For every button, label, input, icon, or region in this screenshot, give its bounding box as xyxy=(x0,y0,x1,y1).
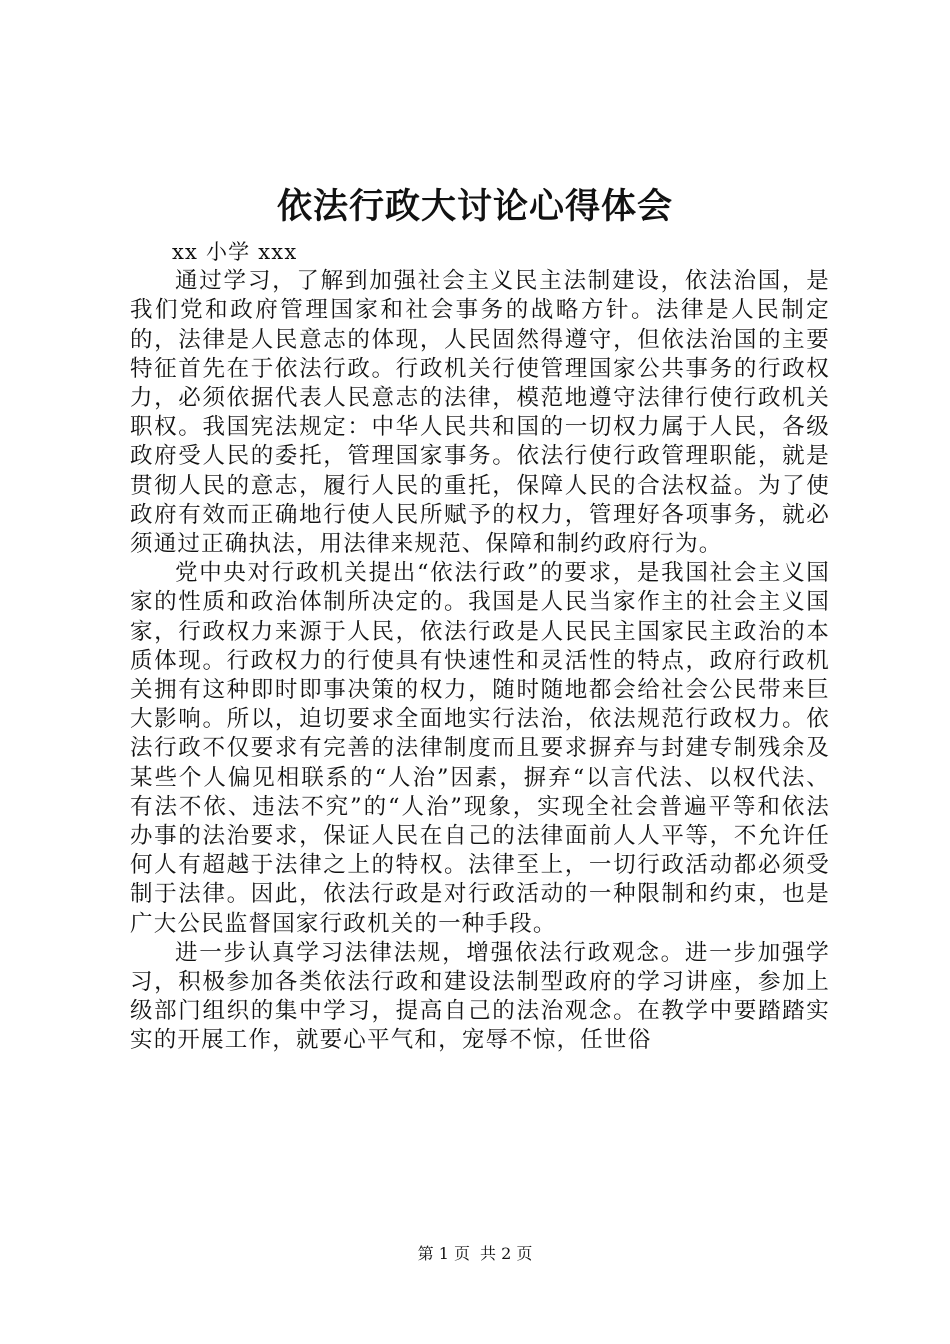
paragraph-2: 党中央对行政机关提出“依法行政”的要求，是我国社会主义国家的性质和政治体制所决定的。我国是人民当家作主的社会主义国家，行政权力来源于人民，依法行政是人民民主国家民主政治的本质体现。行政权力的行使具有快速性和灵活性的特点，政府行政机关拥有这种即时即事决策的权力，随时随地都会给社会公民带来巨大影响。所以，迫切要求全面地实行法治，依法规范行政权力。依法行政不仅要求有完善的法律制度而且要求摒弃与封建专制残余及某些个人偏见相联系的“人治”因素，摒弃“以言代法、以权代法、有法不依、违法不究”的“人治”现象，实现全社会普遍平等和依法办事的法治要求，保证人民在自己的法律面前人人平等，不允许任何人有超越于法律之上的特权。法律至上，一切行政活动都必须受制于法律。因此，依法行政是对行政活动的一种限制和约束，也是广大公民监督国家行政机关的一种手段。 xyxy=(130,560,830,937)
paragraph-3: 进一步认真学习法律法规，增强依法行政观念。进一步加强学习，积极参加各类依法行政和建设法制型政府的学习讲座，参加上级部门组织的集中学习，提高自己的法治观念。在教学中要踏踏实实的开展工作，就要心平气和，宠辱不惊，任世俗 xyxy=(130,939,830,1054)
page-footer xyxy=(0,1243,950,1265)
page-number: 第 1 页 xyxy=(417,1244,470,1263)
page-total: 共 2 页 xyxy=(480,1244,533,1263)
document-title: 依法行政大讨论心得体会 xyxy=(276,186,673,227)
author-line: xx 小学 xxx xyxy=(172,240,298,264)
document-body xyxy=(130,238,830,1056)
paragraph-1: 通过学习，了解到加强社会主义民主法制建设，依法治国，是我们党和政府管理国家和社会事务的战略方针。法律是人民制定的，法律是人民意志的体现，人民固然得遵守，但依法治国的主要特征首先在于依法行政。行政机关行使管理国家公共事务的行政权力，必须依据代表人民意志的法律，模范地遵守法律行使行政机关职权。我国宪法规定：中华人民共和国的一切权力属于人民，各级政府受人民的委托，管理国家事务。依法行使行政管理职能，就是贯彻人民的意志，履行人民的重托，保障人民的合法权益。为了使政府有效而正确地行使人民所赋予的权力，管理好各项事务，就必须通过正确执法，用法律来规范、保障和制约政府行为。 xyxy=(130,268,830,558)
